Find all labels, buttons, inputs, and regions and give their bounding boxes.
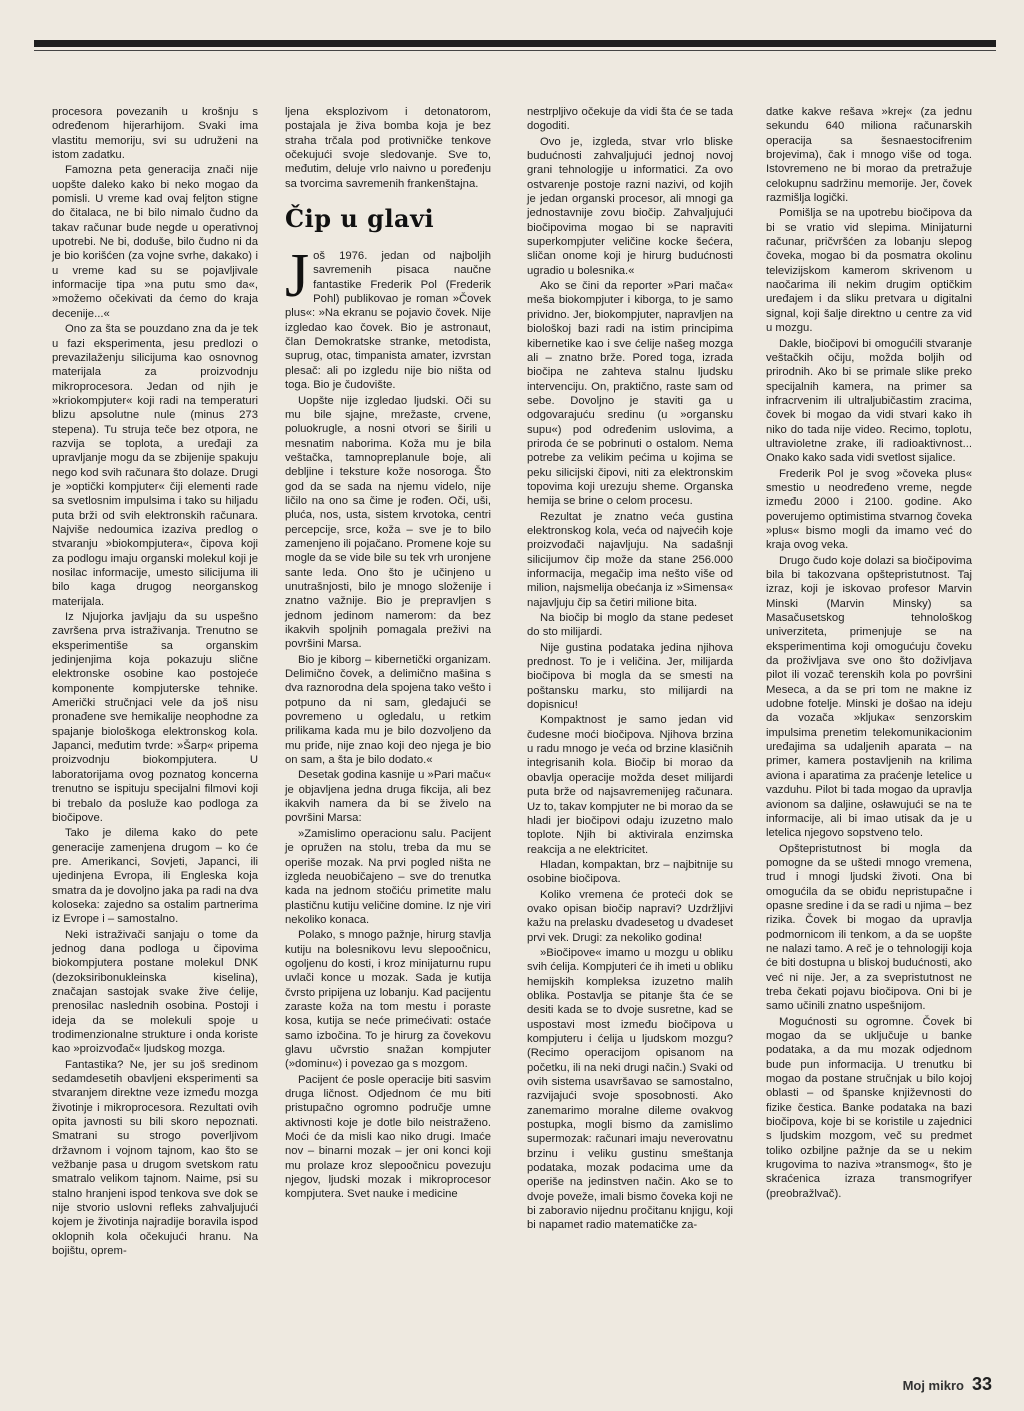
- paragraph: Koliko vremena će proteći dok se ovako opisan biočip napravi? Uzdržljivi kažu na prelasku dvadesetog u dvadeset prvi vek. Drugi: za nekoliko godina!: [527, 888, 733, 944]
- page-footer: [903, 1374, 992, 1395]
- paragraph: Na biočip bi moglo da stane pedeset do sto milijardi.: [527, 612, 733, 639]
- column-2: [285, 105, 491, 1203]
- paragraph: Dakle, biočipovi bi omogućili stvaranje veštačkih očiju, možda boljih od prirodnih. Ako bi se primale slike preko specijalnih kamera, na primer sa infracrvenim ili ultraljubičastim zracima, čovek bi mogao da vidi stvari kako ih niko do tada nije video. Recimo, toplotu, ultravioletne zrake, ili radioaktivnost... Onako kako sada vidi svetlost sijalice.: [766, 337, 972, 465]
- paragraph: Neki istraživači sanjaju o tome da jednog dana podloga u čipovima biokompjutera postane molekul DNK (dezoksiribonukleinska kiselina), značajan sastojak svake žive ćelije, prenosilac naslednih osobina. Postoji i ideja da se molekuli spoje u trodimenzionalne strukture i onda koriste kao »proizvođač« ljudskog mozga.: [52, 928, 258, 1056]
- paragraph: Ono za šta se pouzdano zna da je tek u fazi eksperimenta, jesu predlozi o prevazilaženju silicijuma kao osnovnog materijala za proizvodnju mikroprocesora. Jedan od njih je »kriokompjuter« koji radi na temperaturi blizu apsolutne nule (minus 273 stepena). Tu struja teče bez otpora, ne razvija se toplota, a uređaji za upravljanje mogu da se zbijenije spakuju nego kod svih računara što dolaze. Drugi je »optički kompjuter« čiji elementi rade sa svetlosnim impulsima i tako su hiljadu puta brži od svih elektronskih računara. Najviše nedoumica izaziva predlog o stvaranju »biokompjutera«, čipova koji za podlogu imaju organski molekul koji je nosilac informacije, umesto silicijuma ili bilo kaga drugog neorganskog materijala.: [52, 323, 258, 608]
- paragraph: Fantastika? Ne, jer su još sredinom sedamdesetih obavljeni eksperimenti sa stvaranjem direktne veze između mozga životinje i mikroprocesora. Rezultati ovih opita javnosti su bili skoro nepoznati. Smatrani su strogo poverljivom državnom i vojnom tajnom, kao što se vežbanje pasa u drugom svetskom ratu smatralo velikom tajnom. Naime, psi su stalno hranjeni ispod tenkova sve dok se nije stvorio uslovni refleks zahvaljujući kojem je životinja najradije boravila ispod oklopnih kola očekujući hranu. Na bojištu, oprem-: [52, 1058, 258, 1258]
- paragraph: Pomišlja se na upotrebu biočipova da bi se vratio vid slepima. Minijaturni računar, pričvršćen za lobanju slepog čoveka, mogao bi da posmatra okolinu televizijskom kamerom skrivenom u naočarima ili nekim drugim optičkim uređajem i da sliku pretvara u digitalni signal, koji šalje direktno u centre za vid u mozgu.: [766, 207, 972, 335]
- paragraph: Frederik Pol je svog »čoveka plus« smestio u neodređeno vreme, negde između 2000 i 2100. godine. Ako poverujemo optimistima stvarnog čoveka »plus« bismo mogli da imamo već do kraja ovog veka.: [766, 467, 972, 552]
- paragraph: Iz Njujorka javljaju da su uspešno završena prva istraživanja. Trenutno se eksperimentiše sa organskim jedinjenjima koja pokazuju slične elektronske osobine kao postojeće komponente kompjuterske tehnike. Američki stručnjaci vele da još nisu pronađene sve hemikalije neophodne za spajanje biološkoga elektronskog kola. Japanci, međutim tvrde: »Šarp« pripema proizvodnju biokompjutera. U laboratorijama ovog poznatog koncerna trenutno se ispituju specijalni filmovi koji bi trebalo da posluže kao podloga za biočipove.: [52, 611, 258, 824]
- paragraph: Desetak godina kasnije u »Pari maču« je objavljena jedna druga fikcija, ali bez ikakvih namera da bi se živelo na površini Marsa:: [285, 769, 491, 825]
- column-4: [766, 105, 972, 1202]
- paragraph: Uopšte nije izgledao ljudski. Oči su mu bile sjajne, mrežaste, crvene, poluokrugle, a nosni otvori se širili u mesnatim naborima. Koža mu je bila veštačka, tamnopreplanule boje, ali debljine i teksture kože nosoroga. Što god da se sada na njemu videlo, nije ličilo na ono sa čime je rođen. Oči, uši, pluća, nos, usta, sistem krvotoka, centri percepcije, srce, koža – sve je to bilo zamenjeno ili pojačano. Promene koje su mogle da se vide bile su tek vrh uronjene sante leda. Ono što je učinjeno u unutrašnjosti, bilo je mnogo složenije i znatno važnije. Bio je prepravljen s jednom jedinom namerom: da bez ikakvih spoljnih pomagala preživi na površini Marsa.: [285, 394, 491, 651]
- page-number: 33: [971, 1374, 992, 1394]
- paragraph: Hladan, kompaktan, brz – najbitnije su osobine biočipova.: [527, 858, 733, 886]
- column-1: [52, 105, 258, 1260]
- paragraph: Opštepristutnost bi mogla da pomogne da se uštedi mnogo vremena, trud i mnogi ljudski životi. Ona bi omogućila da se obiđu nepristupačne i opasne sredine i da se radi u njima – bez rizika. Čovek bi mogao da upravlja podmornicom ili tenkom, a da se uopšte ne nalazi tamo. A reč je o tehnologiji koja će biti dostupna u bliskoj budućnosti, ako već ni nije. Jer, a za svepristutnost ne treba čekati pojavu biočipova. Oni bi je samo učinili znatno uspešnijom.: [766, 842, 972, 1013]
- paragraph: Nije gustina podataka jedina njihova prednost. To je i veličina. Jer, milijarda biočipova bi mogla da se smesti na poštansku marku, sto milijardi na dopisnicu!: [527, 641, 733, 712]
- paragraph: Mogućnosti su ogromne. Čovek bi mogao da se uključuje u banke podataka, a da mu mozak odjednom bude pun informacija. U trenutku bi mogao da postane stručnjak u bilo kojoj oblasti – od španske književnosti do fizike čestica. Banke podataka na bazi biočipova, koje bi se koristile u zajednici s ljudskim mozgom, več su predmet toliko ozbiljne pažnje da se u nekim krugovima to naziva »transmog«, što je skraćenica izraza transmogrifyer (preobražlvač).: [766, 1015, 972, 1200]
- paragraph: Bio je kiborg – kibernetički organizam. Delimično čovek, a delimično mašina s dva raznorodna dela spojena tako vešto i potpuno da ni sam, gledajući se povremeno u ogledalu, u retkim prilikama kada mu je bilo dozvoljeno da mu priđe, nije znao koji deo njega je bio on sam, a šta je bilo dodato.«: [285, 653, 491, 767]
- paragraph-text: oš 1976. jedan od najboljih savremenih pisaca naučne fantastike Frederik Pol (Frederik Pohl) publikovao je roman »Čovek plus«: »Na ekranu se pojavio čovek. Nije izgledao kao čovek. Bio je astronaut, član Demokratske stranke, metodista, suprug, otac, timpanista amater, izvrstan plesač: ali po izgledu nije bio ništa od toga. Bio je čudovište.: [285, 250, 491, 392]
- section-heading: Čip u glavi: [285, 204, 435, 234]
- paragraph: Rezultat je znatno veća gustina elektronskog kola, veća od najvećih koje proizvođači najavljuju. Na sadašnji silicijumov čip može da stane 256.000 informacija, megačip ima nešto više od milion, najsmelija obećanja iz »Simensa« najavljuju čip sa četiri milione bita.: [527, 510, 733, 609]
- paragraph: Ovo je, izgleda, stvar vrlo bliske budućnosti zahvaljujući jednoj novoj grani tehnologije u informatici. Za ovo ostvarenje postoje razni nazivi, od kojih je jedan organski procesor, ali mnogi ga jednostavnije zovu biočip. Zahvaljujući biočipovima mogao bi se napraviti superkompjuter veličine kocke šećera, sličan onome koji je hirurg budućnosti ugradio u bolesnika.«: [527, 135, 733, 277]
- paragraph: Kompaktnost je samo jedan vid čudesne moći biočipova. Njihova brzina u radu mnogo je veća od brzine klasičnih integrisanih kola. Biočip bi morao da obavlja operacije možda deset milijardi puta brže od najsavremenijeg računara. Uz to, takav kompjuter ne bi morao da se hladi jer biočipovi odaju izuzetno malo toplote. Njih bi aktivirala enzimska reakcija a ne elektricitet.: [527, 714, 733, 856]
- paragraph: procesora povezanih u krošnju s određenom hijerarhijom. Svaki ima vlastitu memoriju, svi su udruženi na istom zadatku.: [52, 106, 258, 162]
- column-3: [527, 105, 733, 1234]
- paragraph: Pacijent će posle operacije biti sasvim druga ličnost. Odjednom će mu biti pristupačno ogromno područje umne aktivnosti koje je dotle bilo neistraženo. Moći će da misli kao niko drugi. Imaće nov – binarni mozak – jer oni konci koji mu prolaze kroz slepoočnicu povezuju njegov, ljudski mozak i mikroprocesor kompjutera. Svet nauke i medicine: [285, 1073, 491, 1201]
- paragraph: [285, 242, 491, 392]
- paragraph: ljena eksplozivom i detonatorom, postajala je živa bomba koja je bez straha trčala pod protivničke tenkove očekujući svoje sledovanje. Sve to, međutim, deluje vrlo naivno u poređenju sa tvorcima savremenih frankenštajna.: [285, 106, 491, 190]
- top-rule-thin: [34, 50, 996, 51]
- paragraph: Drugo čudo koje dolazi sa biočipovima bila bi takozvana opštepristutnost. Taj izraz, koji je iskovao profesor Marvin Minski (Marvin Minsky) sa Masačusetskog tehnološkog univerziteta, primenjuje se na eksperimentima koji omogućuju čoveku da proživljava sve ono što doživljava pilot ili vozač terenskih kola po površini Meseca, a da se pri tom ne makne iz udobne fotelje. Minski je došao na ideju da vozača »kljuka« senzorskim impulsima prenetim telekomunikacionim uređajima sa udaljenih aparata – na primer, kamera postavljenih na krilima aviona i aparatima za praćenje letelice u vazduhu. Pilot bi tada mogao da upravlja avionom sa daljine, osławujući se na te informacije, ali bi imao utisak da je u letelica njegovo sopstveno telo.: [766, 554, 972, 840]
- paragraph: Famozna peta generacija znači nije uopšte daleko kako bi neko mogao da pomisli. U vreme kad ovaj feljton stigne do čitalaca, ne bi bilo nimalo čudno da takav računar bude negde u operativnoj upotrebi. Ne bi, doduše, bilo čudno ni da je bio korišćen (za vojne svrhe, dakako) i u vreme kad su se pojavljivale informacije tipa »na putu smo da«, »možemo očekivati da ćemo do kraja decenije...«: [52, 164, 258, 320]
- paragraph: »Biočipove« imamo u mozgu u obliku svih ćelija. Kompjuteri će ih imeti u obliku hemijskih kompleksa izuzetno malih oblika. Postavlja se pitanje šta će se desiti kada se to dvoje susretne, kad se uspostavi most između biočipova u kompjuteru i ćelija u ljudskom mozgu? (Recimo operacijom opisanom na početku, ili na neki drugi način.) Svaki od ovih sistema usavršavao se samostalno, razvijajući svoje sposobnosti. Ako zanemarimo moralne dileme ovakvog postupka, mogli bismo da zamislimo supermozak: računari imaju neverovatnu brzinu i veliku gustinu smeštanja podataka, mozak podacima ume da operiše na jedinstven način. Ako se to dvoje poveže, imali bismo čoveka koji ne bi zaboravio nijednu pročitanu knjigu, koji bi napamet radio matematičke za-: [527, 946, 733, 1232]
- paragraph: Polako, s mnogo pažnje, hirurg stavlja kutiju na bolesnikovu levu slepoočnicu, ogoljenu do kosti, i kroz minijaturnu rupu uvlači konce u mozak. Sada je kutija čvrsto pripijena uz lobanju. Kad pacijentu zarastе koža na tom mestu i poraste kosa, kutija se neće primećivati: ostaće samo izbočina. To je hirurg za čovekovu glavu učvrstio snažan kompjuter (»dominu«) i povezao ga s mozgom.: [285, 929, 491, 1071]
- magazine-name: Moj mikro: [902, 1378, 964, 1393]
- top-rule: [34, 40, 996, 47]
- paragraph: datke kakve rešava »krej« (za jednu sekundu 640 miliona računarskih operacija sa šesnaestocifrenim brojevima), čak i mnogo više od toga. Istovremeno ne bi morao da pretražuje celokupnu sadržinu memorije. Jer, čovek razmišlja logički.: [766, 106, 972, 205]
- paragraph: nestrpljivo očekuje da vidi šta će se tada dogoditi.: [527, 106, 733, 133]
- paragraph: Ako se čini da reporter »Pari mača« meša biokompjuter i kiborga, to je samo prividno. Jer, biokompjuter, napravljen na biološkoj bazi radi na istim principima kibernetike kao i sve ćelije našeg mozga ali – znatno brže. Pored toga, izrada biočipa ne zahteva stalnu ljudsku intervenciju. On, praktično, raste sam od sebe. Dovoljno je staviti ga u odgovarajuću sredinu (u »organsku supu«) pod određenim uslovima, a priroda će se pobrinuti o ostalom. Nema potrebe za velikim pećima u kojima se peku silicijski čipovi, niti za elektronskim topovima koji urezuju sheme. Organska hemija se brine o celom procesu.: [527, 280, 733, 508]
- paragraph: »Zamislimo operacionu salu. Pacijent je opružen na stolu, treba da mu se operiše mozak. Na prvi pogled ništa ne izgleda neuobičajeno – sve do trenutka kada na jednom stočiću primetite malu plastičnu kutiju veličine domine. Iz nje viri nekoliko konaca.: [285, 827, 491, 926]
- drop-cap: J: [285, 242, 310, 311]
- paragraph: Tako je dilema kako do pete generacije zamenjena drugom – ko će pre. Amerikanci, Sovjeti, Japanci, ili ujedinjena Evropa, ili Engleska koja smatra da je dovoljno jaka pa radi na dva koloseka: zajedno sa ostalim partnerima iz Evrope i – samostalno.: [52, 827, 258, 926]
